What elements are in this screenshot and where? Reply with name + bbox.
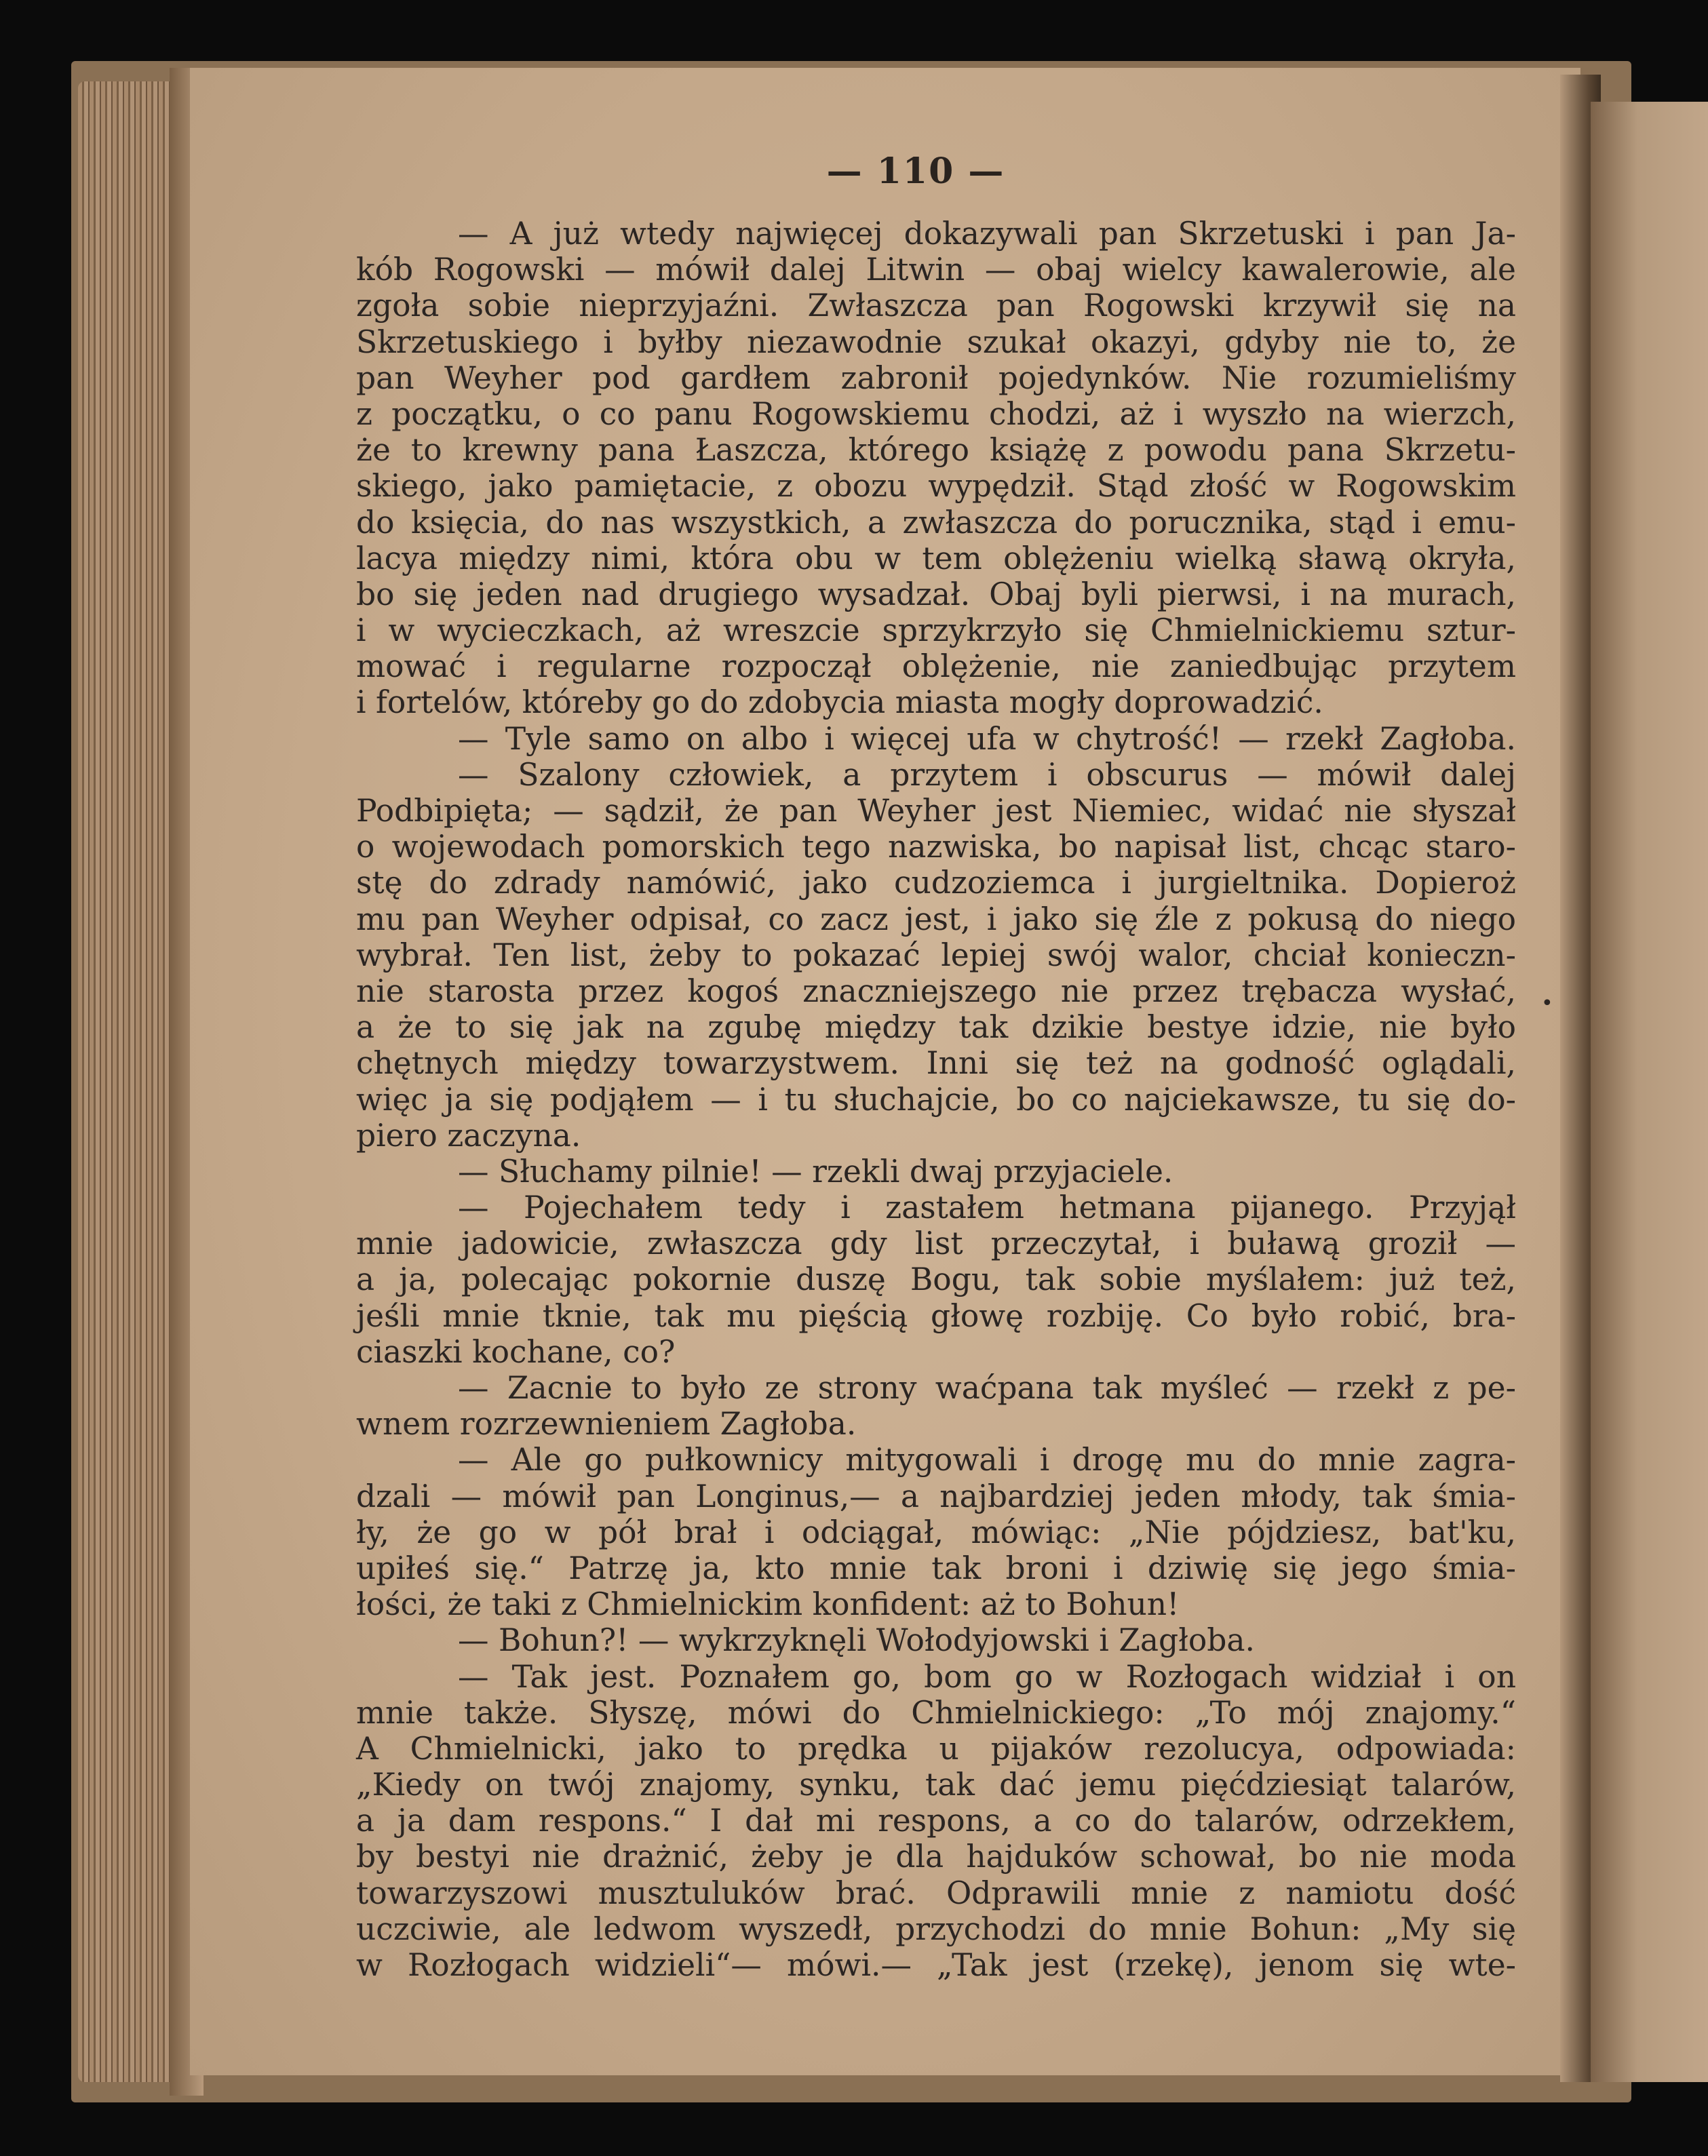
text-line: A Chmielnicki, jako to prędka u pijaków rezolucya, odpowiada: [356, 1730, 1516, 1767]
text-line: w Rozłogach widzieli“— mówi.— „Tak jest (rzekę), jenom się wte- [356, 1947, 1516, 1983]
text-line: wnem rozrzewnieniem Zagłoba. [356, 1406, 857, 1443]
text-line: — A już wtedy najwięcej dokazywali pan Skrzetuski i pan Ja- [458, 216, 1516, 252]
text-line: — Słuchamy pilnie! — rzekli dwaj przyjaciele. [458, 1153, 1173, 1190]
text-line: z początku, o co panu Rogowskiemu chodzi, aż i wyszło na wierzch, [356, 395, 1516, 432]
text-line: „Kiedy on twój znajomy, synku, tak dać jemu pięćdziesiąt talarów, [356, 1767, 1516, 1803]
text-line: — Zacnie to było ze strony waćpana tak myśleć — rzekł z pe- [458, 1370, 1516, 1406]
body-text [356, 216, 1516, 1983]
text-line: mnie także. Słyszę, mówi do Chmielnickiego: „To mój znajomy.“ [356, 1694, 1516, 1731]
right-page-edge [1591, 102, 1708, 2082]
text-line: Podbipięta; — sądził, że pan Weyher jest Niemiec, widać nie słyszał [356, 793, 1516, 829]
text-line: — Szalony człowiek, a przytem i obscurus — mówił dalej [458, 756, 1516, 793]
text-line: jeśli mnie tknie, tak mu pięścią głowę rozbiję. Co było robić, bra- [356, 1297, 1516, 1334]
text-line: piero zaczyna. [356, 1117, 581, 1154]
text-line: ły, że go w pół brał i odciągał, mówiąc: „Nie pójdziesz, bat'ku, [356, 1514, 1516, 1550]
text-line: skiego, jako pamiętacie, z obozu wypędził. Stąd złość w Rogowskim [356, 468, 1516, 505]
text-line: ciaszki kochane, co? [356, 1333, 676, 1370]
text-line: uczciwie, ale ledwom wyszedł, przychodzi do mnie Bohun: „My się [356, 1910, 1516, 1947]
text-line: i w wycieczkach, aż wreszcie sprzykrzyło się Chmielnickiemu sztur- [356, 612, 1516, 649]
margin-dot: • [1541, 992, 1553, 1015]
text-line: kób Rogowski — mówił dalej Litwin — obaj wielcy kawalerowie, ale [356, 252, 1516, 288]
text-line: — Pojechałem tedy i zastałem hetmana pijanego. Przyjął [458, 1190, 1516, 1226]
text-line: nie starosta przez kogoś znaczniejszego nie przez trębacza wysłać, [356, 973, 1516, 1009]
text-line: Skrzetuskiego i byłby niezawodnie szukał okazyi, gdyby nie to, że [356, 324, 1516, 360]
text-line: stę do zdrady namówić, jako cudzoziemca i jurgieltnika. Dopieroż [356, 865, 1516, 901]
text-line: do księcia, do nas wszystkich, a zwłaszcza do porucznika, stąd i emu- [356, 504, 1516, 541]
text-line: — Tak jest. Poznałem go, bom go w Rozłogach widział i on [458, 1658, 1516, 1695]
page-number: — 110 — [826, 151, 1005, 192]
text-line: towarzyszowi musztuluków brać. Odprawili mnie z namiotu dość [356, 1875, 1516, 1911]
text-line: więc ja się podjąłem — i tu słuchajcie, bo co najciekawsze, tu się do- [356, 1081, 1516, 1118]
text-line: a że to się jak na zgubę między tak dzikie bestye idzie, nie było [356, 1009, 1516, 1046]
text-line: chętnych między towarzystwem. Inni się też na godność oglądali, [356, 1045, 1516, 1082]
text-line: zgoła sobie nieprzyjaźni. Zwłaszcza pan Rogowski krzywił się na [356, 288, 1516, 324]
text-line: bo się jeden nad drugiego wysadzał. Obaj byli pierwsi, i na murach, [356, 576, 1516, 612]
text-line: a ja, polecając pokornie duszę Bogu, tak sobie myślałem: już też, [356, 1261, 1516, 1298]
text-line: że to krewny pana Łaszcza, którego książę z powodu pana Skrzetu- [356, 432, 1516, 469]
text-line: dzali — mówił pan Longinus,— a najbardziej jeden młody, tak śmia- [356, 1478, 1516, 1514]
text-line: by bestyi nie drażnić, żeby je dla hajduków schował, bo nie moda [356, 1839, 1516, 1875]
text-line: wybrał. Ten list, żeby to pokazać lepiej swój walor, chciał konieczn- [356, 937, 1516, 973]
text-line: mu pan Weyher odpisał, co zacz jest, i jako się źle z pokusą do niego [356, 901, 1516, 937]
text-line: mować i regularne rozpoczął oblężenie, nie zaniedbując przytem [356, 648, 1516, 685]
text-line: — Bohun?! — wykrzyknęli Wołodyjowski i Zagłoba. [458, 1622, 1256, 1659]
text-line: — Ale go pułkownicy mitygowali i drogę mu do mnie zagra- [458, 1442, 1516, 1478]
text-line: — Tyle samo on albo i więcej ufa w chytrość! — rzekł Zagłoba. [458, 720, 1516, 757]
text-line: łości, że taki z Chmielnickim konfident: aż to Bohun! [356, 1586, 1180, 1623]
text-line: i fortelów, któreby go do zdobycia miasta mogły doprowadzić. [356, 684, 1323, 721]
text-line: upiłeś się.“ Patrzę ja, kto mnie tak broni i dziwię się jego śmia- [356, 1550, 1516, 1586]
text-line: mnie jadowicie, zwłaszcza gdy list przeczytał, i buławą groził — [356, 1226, 1516, 1262]
text-line: o wojewodach pomorskich tego nazwiska, bo napisał list, chcąc staro- [356, 829, 1516, 865]
text-line: a ja dam respons.“ I dał mi respons, a co do talarów, odrzekłem, [356, 1803, 1516, 1839]
text-line: pan Weyher pod gardłem zabronił pojedynków. Nie rozumieliśmy [356, 359, 1516, 396]
text-line: lacya między nimi, która obu w tem oblężeniu wielką sławą okryła, [356, 540, 1516, 576]
